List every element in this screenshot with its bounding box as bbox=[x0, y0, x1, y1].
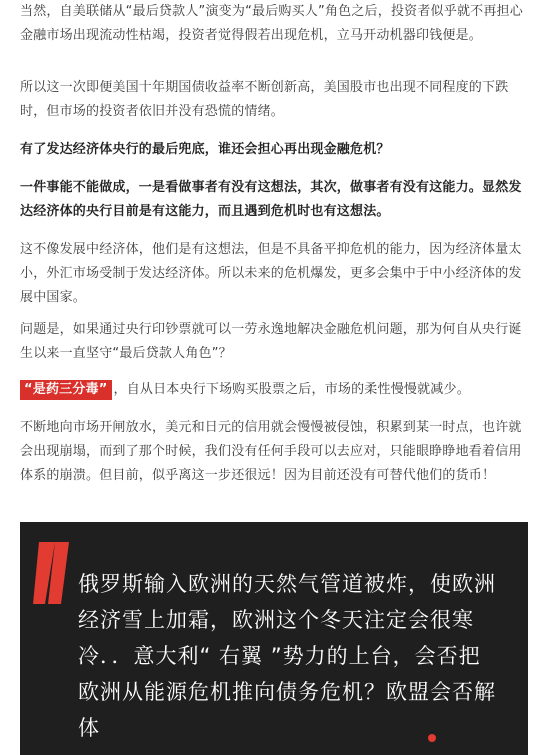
paragraph-7-text: ，自从日本央行下场购买股票之后，市场的柔性慢慢就减少。 bbox=[113, 382, 470, 397]
paragraph-3-bold: 有了发达经济体央行的最后兜底，谁还会担心再出现金融危机？ bbox=[20, 142, 390, 157]
paragraph-6: 问题是，如果通过央行印钞票就可以一劳永逸地解决金融危机问题，那为何自从央行诞生以来一直坚守“最后贷款人角色”？ bbox=[20, 322, 522, 361]
paragraph-8: 不断地向市场开闸放水，美元和日元的信用就会慢慢被侵蚀，积累到某一时点，也许就会出现崩塌，而到了那个时候，我们没有任何手段可以去应对，只能眼睁睁地看着信用体系的崩溃。但目前，似乎离这一步还很远！因为目前还没有可替代他们的货币！ bbox=[20, 420, 522, 483]
paragraph-5: 这不像发展中经济体，他们是有这想法，但是不具备平抑危机的能力，因为经济体量太小，外汇市场受制于发达经济体。所以未来的危机爆发，更多会集中于中小经济体的发展中国家。 bbox=[20, 242, 522, 305]
quote-mark-icon bbox=[33, 542, 69, 604]
quote-text: 俄罗斯输入欧洲的天然气管道被炸，使欧洲经济雪上加霜，欧洲这个冬天注定会很寒冷．．意大利“ 右翼 ”势力的上台，会否把欧洲从能源危机推向债务危机？欧盟会否解体 bbox=[78, 572, 496, 740]
paragraph-1: 当然，自美联储从“最后贷款人”演变为“最后购买人”角色之后，投资者似乎就不再担心金融市场出现流动性枯竭，投资者觉得假若出现危机，立马开动机器印钱便是。 bbox=[20, 4, 523, 43]
highlight-tag: “是药三分毒” bbox=[20, 380, 112, 400]
red-dot-accent bbox=[428, 734, 436, 742]
quote-card bbox=[20, 522, 528, 755]
paragraph-2: 所以这一次即便美国十年期国债收益率不断创新高，美国股市也出现不同程度的下跌时，但市场的投资者依旧并没有恐慌的情绪。 bbox=[20, 80, 509, 119]
paragraph-7 bbox=[20, 378, 530, 402]
paragraph-4-bold: 一件事能不能做成，一是看做事者有没有这想法，其次，做事者有没有这能力。显然发达经济体的央行目前是有这能力，而且遇到危机时也有这想法。 bbox=[20, 180, 522, 219]
